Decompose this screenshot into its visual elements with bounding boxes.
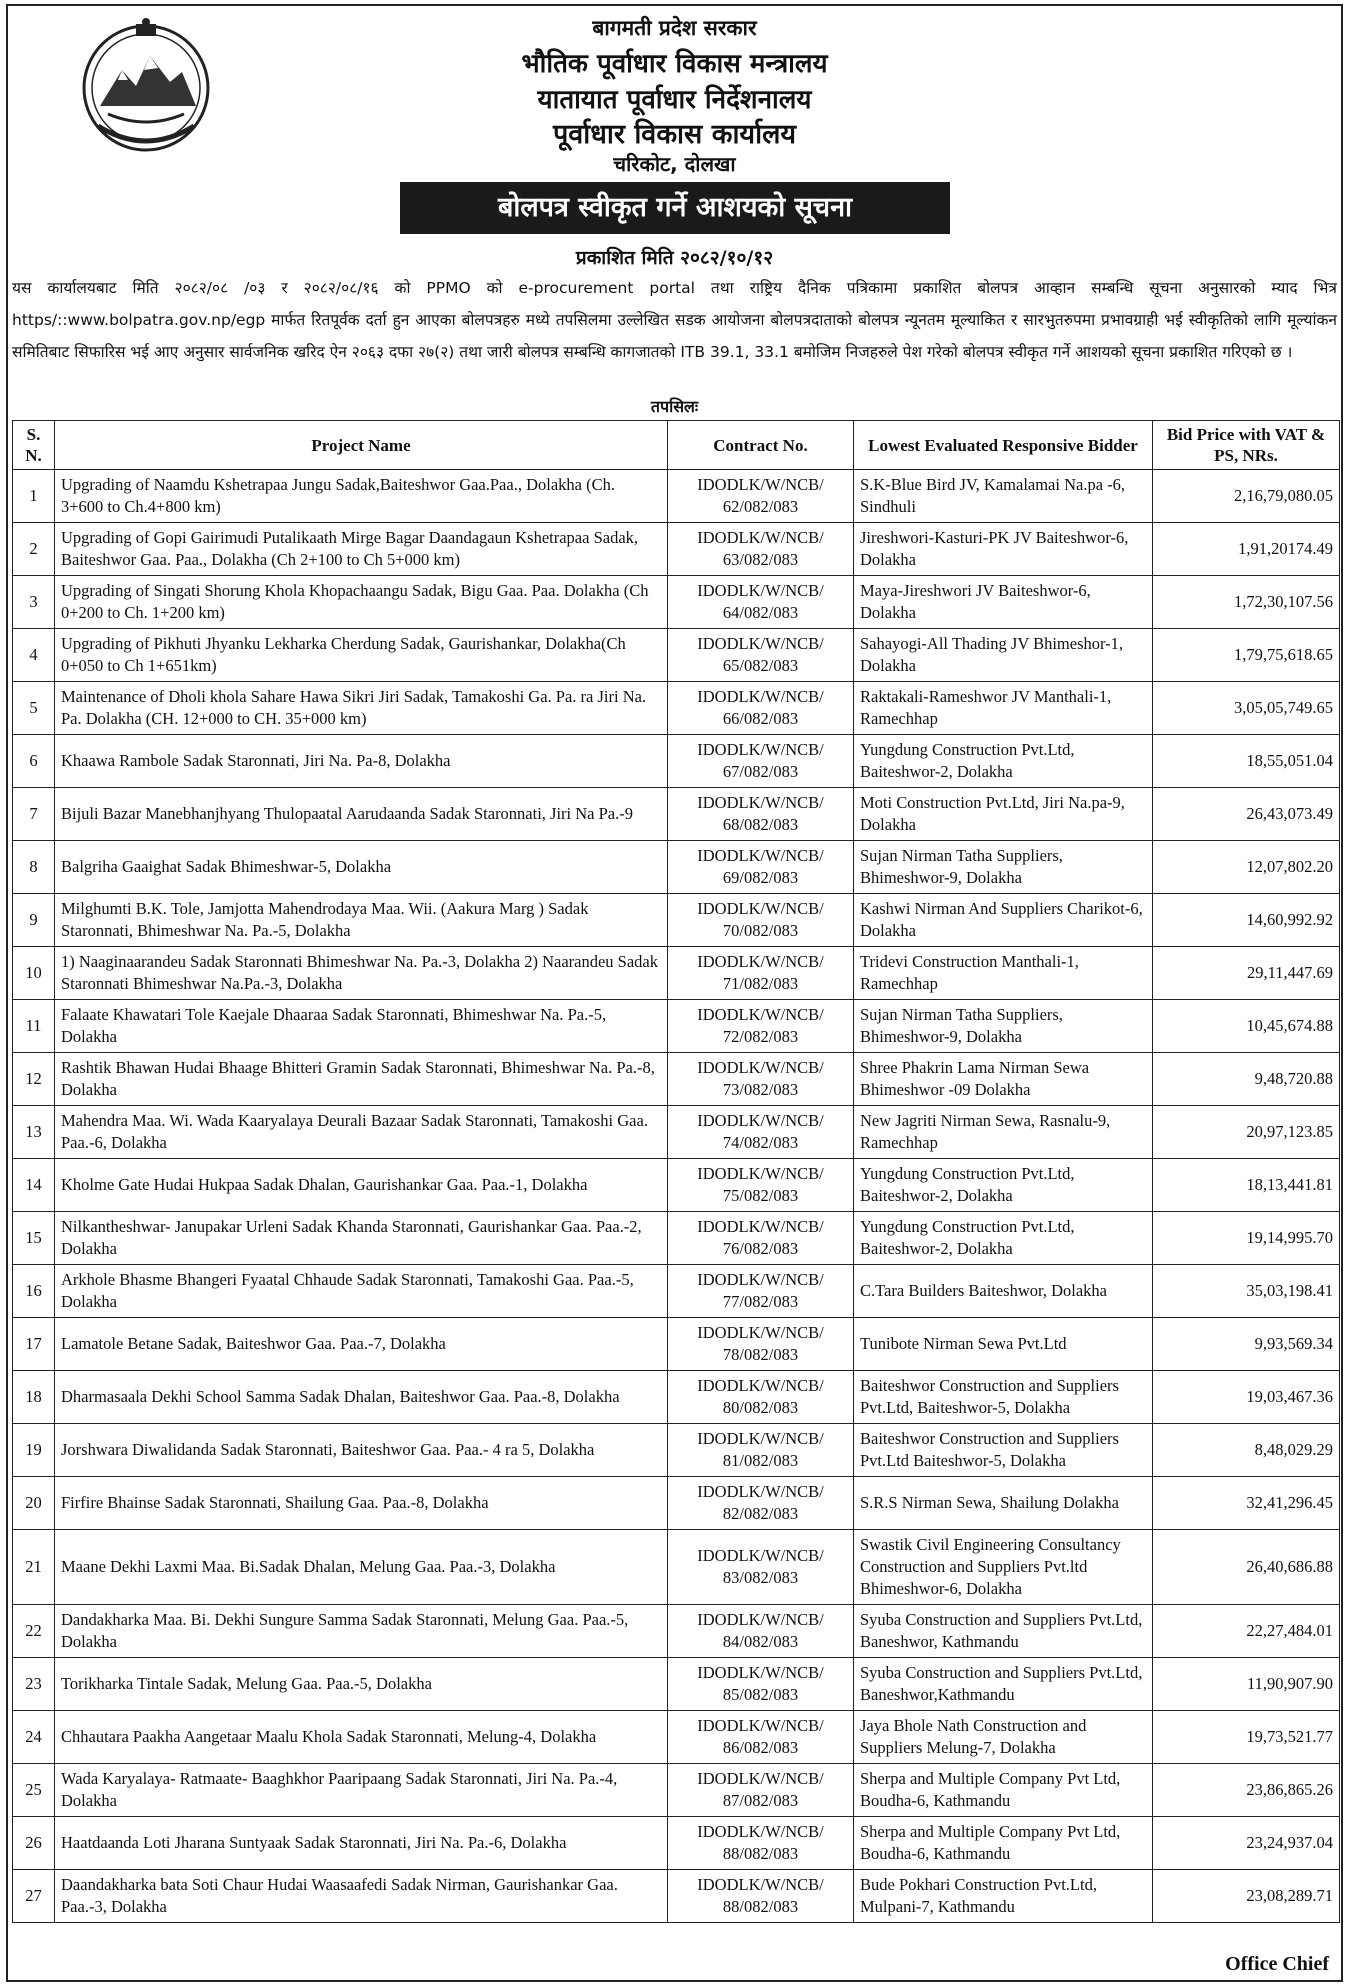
- cell-sn: 4: [13, 629, 55, 682]
- table-row: [13, 947, 1340, 1000]
- cell-contract: IDODLK/W/NCB/ 64/082/083: [668, 576, 854, 629]
- cell-project: Rashtik Bhawan Hudai Bhaage Bhitteri Gramin Sadak Staronnati, Bhimeshwar Na. Pa.-8, Dolakha: [55, 1053, 668, 1106]
- cell-project: Lamatole Betane Sadak, Baiteshwor Gaa. Paa.-7, Dolakha: [55, 1318, 668, 1371]
- cell-contract: IDODLK/W/NCB/ 85/082/083: [668, 1658, 854, 1711]
- table-row: [13, 1053, 1340, 1106]
- table-row: [13, 894, 1340, 947]
- cell-contract: IDODLK/W/NCB/ 76/082/083: [668, 1212, 854, 1265]
- cell-bidder: Bude Pokhari Construction Pvt.Ltd, Mulpani-7, Kathmandu: [854, 1870, 1153, 1923]
- cell-bidder: Shree Phakrin Lama Nirman Sewa Bhimeshwor -09 Dolakha: [854, 1053, 1153, 1106]
- cell-bidder: Kashwi Nirman And Suppliers Charikot-6, Dolakha: [854, 894, 1153, 947]
- cell-contract: IDODLK/W/NCB/ 88/082/083: [668, 1870, 854, 1923]
- cell-sn: 19: [13, 1424, 55, 1477]
- cell-project: Khaawa Rambole Sadak Staronnati, Jiri Na. Pa-8, Dolakha: [55, 735, 668, 788]
- table-row: [13, 1265, 1340, 1318]
- cell-bidder: Sherpa and Multiple Company Pvt Ltd, Boudha-6, Kathmandu: [854, 1817, 1153, 1870]
- cell-price: 2,16,79,080.05: [1153, 470, 1340, 523]
- cell-price: 20,97,123.85: [1153, 1106, 1340, 1159]
- cell-bidder: Baiteshwor Construction and Suppliers Pvt.Ltd Baiteshwor-5, Dolakha: [854, 1424, 1153, 1477]
- cell-price: 19,03,467.36: [1153, 1371, 1340, 1424]
- cell-price: 22,27,484.01: [1153, 1605, 1340, 1658]
- cell-price: 26,43,073.49: [1153, 788, 1340, 841]
- cell-bidder: Sujan Nirman Tatha Suppliers, Bhimeshwor-9, Dolakha: [854, 1000, 1153, 1053]
- cell-sn: 24: [13, 1711, 55, 1764]
- cell-sn: 7: [13, 788, 55, 841]
- cell-bidder: Tridevi Construction Manthali-1, Ramechhap: [854, 947, 1153, 1000]
- cell-bidder: Syuba Construction and Suppliers Pvt.Ltd, Baneshwor,Kathmandu: [854, 1658, 1153, 1711]
- cell-project: Daandakharka bata Soti Chaur Hudai Waasaafedi Sadak Nirman, Gaurishankar Gaa. Paa.-3, Dolakha: [55, 1870, 668, 1923]
- cell-project: Balgriha Gaaighat Sadak Bhimeshwar-5, Dolakha: [55, 841, 668, 894]
- cell-contract: IDODLK/W/NCB/ 86/082/083: [668, 1711, 854, 1764]
- table-row: [13, 841, 1340, 894]
- cell-price: 18,13,441.81: [1153, 1159, 1340, 1212]
- published-date: प्रकाशित मिति २०८२/१०/१२: [575, 247, 774, 269]
- cell-contract: IDODLK/W/NCB/ 68/082/083: [668, 788, 854, 841]
- cell-project: Maane Dekhi Laxmi Maa. Bi.Sadak Dhalan, Melung Gaa. Paa.-3, Dolakha: [55, 1530, 668, 1605]
- cell-sn: 8: [13, 841, 55, 894]
- cell-project: 1) Naaginaarandeu Sadak Staronnati Bhimeshwar Na. Pa.-3, Dolakha 2) Naarandeu Sadak Staronnati Bhimeshwar Na.Pa.-3, Dolakha: [55, 947, 668, 1000]
- table-row: [13, 1605, 1340, 1658]
- cell-sn: 25: [13, 1764, 55, 1817]
- table-row: [13, 1817, 1340, 1870]
- cell-contract: IDODLK/W/NCB/ 78/082/083: [668, 1318, 854, 1371]
- cell-price: 32,41,296.45: [1153, 1477, 1340, 1530]
- table-row: [13, 470, 1340, 523]
- cell-price: 23,24,937.04: [1153, 1817, 1340, 1870]
- cell-bidder: Swastik Civil Engineering Consultancy Construction and Suppliers Pvt.ltd Bhimeshwor-6, Dolakha: [854, 1530, 1153, 1605]
- cell-project: Dandakharka Maa. Bi. Dekhi Sungure Samma Sadak Staronnati, Melung Gaa. Paa.-5, Dolakha: [55, 1605, 668, 1658]
- cell-bidder: Tunibote Nirman Sewa Pvt.Ltd: [854, 1318, 1153, 1371]
- cell-project: Dharmasaala Dekhi School Samma Sadak Dhalan, Baiteshwor Gaa. Paa.-8, Dolakha: [55, 1371, 668, 1424]
- col-header-sn: S. N.: [13, 421, 55, 470]
- cell-project: Torikharka Tintale Sadak, Melung Gaa. Paa.-5, Dolakha: [55, 1658, 668, 1711]
- cell-sn: 9: [13, 894, 55, 947]
- cell-project: Maintenance of Dholi khola Sahare Hawa Sikri Jiri Sadak, Tamakoshi Ga. Pa. ra Jiri Na. Pa. Dolakha (CH. 12+000 to CH. 35+000 km): [55, 682, 668, 735]
- table-row: [13, 1764, 1340, 1817]
- cell-price: 26,40,686.88: [1153, 1530, 1340, 1605]
- cell-price: 19,14,995.70: [1153, 1212, 1340, 1265]
- cell-project: Bijuli Bazar Manebhanjhyang Thulopaatal Aarudaanda Sadak Staronnati, Jiri Na Pa.-9: [55, 788, 668, 841]
- table-row: [13, 1159, 1340, 1212]
- cell-price: 8,48,029.29: [1153, 1424, 1340, 1477]
- cell-contract: IDODLK/W/NCB/ 82/082/083: [668, 1477, 854, 1530]
- cell-contract: IDODLK/W/NCB/ 70/082/083: [668, 894, 854, 947]
- col-header-contract: Contract No.: [668, 421, 854, 470]
- cell-bidder: Raktakali-Rameshwor JV Manthali-1, Ramechhap: [854, 682, 1153, 735]
- cell-contract: IDODLK/W/NCB/ 62/082/083: [668, 470, 854, 523]
- cell-contract: IDODLK/W/NCB/ 88/082/083: [668, 1817, 854, 1870]
- cell-bidder: Yungdung Construction Pvt.Ltd, Baiteshwor-2, Dolakha: [854, 735, 1153, 788]
- table-row: [13, 1106, 1340, 1159]
- cell-project: Upgrading of Pikhuti Jhyanku Lekharka Cherdung Sadak, Gaurishankar, Dolakha(Ch 0+050 to Ch 1+651km): [55, 629, 668, 682]
- cell-sn: 16: [13, 1265, 55, 1318]
- table-row: [13, 1318, 1340, 1371]
- cell-price: 9,48,720.88: [1153, 1053, 1340, 1106]
- signatory-title: Office Chief: [1225, 1953, 1329, 1975]
- cell-bidder: Sujan Nirman Tatha Suppliers, Bhimeshwor-9, Dolakha: [854, 841, 1153, 894]
- ministry-heading: भौतिक पूर्वाधार विकास मन्त्रालय: [521, 49, 828, 79]
- cell-contract: IDODLK/W/NCB/ 81/082/083: [668, 1424, 854, 1477]
- cell-contract: IDODLK/W/NCB/ 73/082/083: [668, 1053, 854, 1106]
- cell-bidder: Sherpa and Multiple Company Pvt Ltd, Boudha-6, Kathmandu: [854, 1764, 1153, 1817]
- cell-project: Firfire Bhainse Sadak Staronnati, Shailung Gaa. Paa.-8, Dolakha: [55, 1477, 668, 1530]
- cell-price: 23,86,865.26: [1153, 1764, 1340, 1817]
- cell-contract: IDODLK/W/NCB/ 84/082/083: [668, 1605, 854, 1658]
- cell-sn: 26: [13, 1817, 55, 1870]
- cell-price: 12,07,802.20: [1153, 841, 1340, 894]
- cell-sn: 21: [13, 1530, 55, 1605]
- cell-project: Mahendra Maa. Wi. Wada Kaaryalaya Deurali Bazaar Sadak Staronnati, Tamakoshi Gaa. Paa.-6, Dolakha: [55, 1106, 668, 1159]
- cell-sn: 22: [13, 1605, 55, 1658]
- cell-price: 1,72,30,107.56: [1153, 576, 1340, 629]
- cell-price: 1,91,20174.49: [1153, 523, 1340, 576]
- cell-bidder: Yungdung Construction Pvt.Ltd, Baiteshwor-2, Dolakha: [854, 1159, 1153, 1212]
- cell-sn: 27: [13, 1870, 55, 1923]
- table-row: [13, 1424, 1340, 1477]
- cell-bidder: S.R.S Nirman Sewa, Shailung Dolakha: [854, 1477, 1153, 1530]
- cell-price: 29,11,447.69: [1153, 947, 1340, 1000]
- cell-bidder: New Jagriti Nirman Sewa, Rasnalu-9, Ramechhap: [854, 1106, 1153, 1159]
- notice-title-banner: बोलपत्र स्वीकृत गर्ने आशयको सूचना: [400, 182, 950, 234]
- table-row: [13, 1658, 1340, 1711]
- cell-price: 1,79,75,618.65: [1153, 629, 1340, 682]
- cell-price: 19,73,521.77: [1153, 1711, 1340, 1764]
- cell-contract: IDODLK/W/NCB/ 63/082/083: [668, 523, 854, 576]
- table-row: [13, 576, 1340, 629]
- cell-price: 10,45,674.88: [1153, 1000, 1340, 1053]
- table-row: [13, 1530, 1340, 1605]
- cell-sn: 10: [13, 947, 55, 1000]
- cell-project: Wada Karyalaya- Ratmaate- Baaghkhor Paaripaang Sadak Staronnati, Jiri Na. Pa.-4, Dolakha: [55, 1764, 668, 1817]
- cell-bidder: Jireshwori-Kasturi-PK JV Baiteshwor-6, Dolakha: [854, 523, 1153, 576]
- col-header-price: Bid Price with VAT & PS, NRs.: [1153, 421, 1340, 470]
- cell-project: Jorshwara Diwalidanda Sadak Staronnati, Baiteshwor Gaa. Paa.- 4 ra 5, Dolakha: [55, 1424, 668, 1477]
- bid-results-table: [12, 420, 1340, 1923]
- table-row: [13, 1711, 1340, 1764]
- cell-project: Nilkantheshwar- Janupakar Urleni Sadak Khanda Staronnati, Gaurishankar Gaa. Paa.-2, Dolakha: [55, 1212, 668, 1265]
- col-header-project: Project Name: [55, 421, 668, 470]
- cell-price: 3,05,05,749.65: [1153, 682, 1340, 735]
- table-row: [13, 1212, 1340, 1265]
- cell-bidder: Maya-Jireshwori JV Baiteshwor-6, Dolakha: [854, 576, 1153, 629]
- table-row: [13, 682, 1340, 735]
- cell-contract: IDODLK/W/NCB/ 65/082/083: [668, 629, 854, 682]
- table-row: [13, 788, 1340, 841]
- cell-sn: 6: [13, 735, 55, 788]
- notice-page: [6, 4, 1343, 1982]
- table-row: [13, 1371, 1340, 1424]
- cell-project: Upgrading of Gopi Gairimudi Putalikaath Mirge Bagar Daandagaun Kshetrapaa Sadak, Baiteshwor Gaa. Paa., Dolakha (Ch 2+100 to Ch 5+000 km): [55, 523, 668, 576]
- cell-sn: 18: [13, 1371, 55, 1424]
- table-row: [13, 523, 1340, 576]
- cell-sn: 5: [13, 682, 55, 735]
- cell-bidder: Yungdung Construction Pvt.Ltd, Baiteshwor-2, Dolakha: [854, 1212, 1153, 1265]
- cell-sn: 23: [13, 1658, 55, 1711]
- cell-sn: 17: [13, 1318, 55, 1371]
- col-header-bidder: Lowest Evaluated Responsive Bidder: [854, 421, 1153, 470]
- table-row: [13, 1000, 1340, 1053]
- cell-project: Upgrading of Singati Shorung Khola Khopachaangu Sadak, Bigu Gaa. Paa. Dolakha (Ch 0+200 to Ch. 1+200 km): [55, 576, 668, 629]
- cell-contract: IDODLK/W/NCB/ 66/082/083: [668, 682, 854, 735]
- cell-contract: IDODLK/W/NCB/ 67/082/083: [668, 735, 854, 788]
- cell-price: 11,90,907.90: [1153, 1658, 1340, 1711]
- cell-project: Kholme Gate Hudai Hukpaa Sadak Dhalan, Gaurishankar Gaa. Paa.-1, Dolakha: [55, 1159, 668, 1212]
- table-row: [13, 735, 1340, 788]
- cell-sn: 14: [13, 1159, 55, 1212]
- cell-bidder: S.K-Blue Bird JV, Kamalamai Na.pa -6, Sindhuli: [854, 470, 1153, 523]
- office-heading: पूर्वाधार विकास कार्यालय: [552, 119, 797, 150]
- office-location: चरिकोट, दोलखा: [613, 152, 736, 176]
- cell-contract: IDODLK/W/NCB/ 69/082/083: [668, 841, 854, 894]
- cell-sn: 12: [13, 1053, 55, 1106]
- cell-project: Haatdaanda Loti Jharana Suntyaak Sadak Staronnati, Jiri Na. Pa.-6, Dolakha: [55, 1817, 668, 1870]
- cell-contract: IDODLK/W/NCB/ 75/082/083: [668, 1159, 854, 1212]
- cell-price: 18,55,051.04: [1153, 735, 1340, 788]
- cell-contract: IDODLK/W/NCB/ 77/082/083: [668, 1265, 854, 1318]
- cell-bidder: Syuba Construction and Suppliers Pvt.Ltd, Baneshwor, Kathmandu: [854, 1605, 1153, 1658]
- table-row: [13, 629, 1340, 682]
- cell-bidder: Baiteshwor Construction and Suppliers Pvt.Ltd, Baiteshwor-5, Dolakha: [854, 1371, 1153, 1424]
- notice-intro-paragraph: यस कार्यालयबाट मिति २०८२/०८ /०३ र २०८२/०८/१६ को PPMO को e-procurement portal तथा राष्ट्रिय दैनिक पत्रिकामा प्रकाशित बोलपत्र आव्हान सम्बन्धि सूचना अनुसारको म्याद भित्र https/::www.bolpatra.gov.np/egp मार्फत रितपूर्वक दर्ता हुन आएका बोलपत्रहरु मध्ये तपसिलमा उल्लेखित सडक आयोजना बोलपत्रदाताको बोलपत्र न्यूनतम मूल्याकित र सारभुतरुपमा प्रभावग्राही भई स्वीकृतिको लागि मूल्यांकन समितिबाट सिफारिस भई आए अनुसार सार्वजनिक खरिद ऐन २०६३ दफा २७(२) तथा जारी बोलपत्र सम्बन्धि कागजातको ITB 39.1, 33.1 बमोजिम निजहरुले पेश गरेको बोलपत्र स्वीकृत गर्ने आशयको सूचना प्रकाशित गरिएको छ ।: [12, 279, 1337, 361]
- cell-sn: 20: [13, 1477, 55, 1530]
- cell-sn: 1: [13, 470, 55, 523]
- cell-sn: 3: [13, 576, 55, 629]
- table-body: [13, 470, 1340, 1923]
- cell-price: 9,93,569.34: [1153, 1318, 1340, 1371]
- cell-price: 14,60,992.92: [1153, 894, 1340, 947]
- details-label: तपसिलः: [650, 397, 699, 416]
- cell-project: Upgrading of Naamdu Kshetrapaa Jungu Sadak,Baiteshwor Gaa.Paa., Dolakha (Ch. 3+600 to Ch.4+800 km): [55, 470, 668, 523]
- cell-sn: 2: [13, 523, 55, 576]
- cell-contract: IDODLK/W/NCB/ 87/082/083: [668, 1764, 854, 1817]
- directorate-heading: यातायात पूर्वाधार निर्देशनालय: [537, 85, 812, 115]
- cell-bidder: Jaya Bhole Nath Construction and Suppliers Melung-7, Dolakha: [854, 1711, 1153, 1764]
- cell-project: Arkhole Bhasme Bhangeri Fyaatal Chhaude Sadak Staronnati, Tamakoshi Gaa. Paa.-5, Dolakha: [55, 1265, 668, 1318]
- cell-contract: IDODLK/W/NCB/ 71/082/083: [668, 947, 854, 1000]
- cell-bidder: C.Tara Builders Baiteshwor, Dolakha: [854, 1265, 1153, 1318]
- cell-sn: 13: [13, 1106, 55, 1159]
- cell-sn: 11: [13, 1000, 55, 1053]
- cell-project: Falaate Khawatari Tole Kaejale Dhaaraa Sadak Staronnati, Bhimeshwar Na. Pa.-5, Dolakha: [55, 1000, 668, 1053]
- province-heading: बागमती प्रदेश सरकार: [592, 16, 757, 40]
- cell-bidder: Sahayogi-All Thading JV Bhimeshor-1, Dolakha: [854, 629, 1153, 682]
- cell-sn: 15: [13, 1212, 55, 1265]
- cell-contract: IDODLK/W/NCB/ 83/082/083: [668, 1530, 854, 1605]
- cell-bidder: Moti Construction Pvt.Ltd, Jiri Na.pa-9, Dolakha: [854, 788, 1153, 841]
- cell-contract: IDODLK/W/NCB/ 72/082/083: [668, 1000, 854, 1053]
- cell-project: Chhautara Paakha Aangetaar Maalu Khola Sadak Staronnati, Melung-4, Dolakha: [55, 1711, 668, 1764]
- cell-price: 35,03,198.41: [1153, 1265, 1340, 1318]
- cell-price: 23,08,289.71: [1153, 1870, 1340, 1923]
- cell-contract: IDODLK/W/NCB/ 80/082/083: [668, 1371, 854, 1424]
- table-row: [13, 1870, 1340, 1923]
- cell-contract: IDODLK/W/NCB/ 74/082/083: [668, 1106, 854, 1159]
- table-header-row: [13, 421, 1340, 470]
- table-row: [13, 1477, 1340, 1530]
- cell-project: Milghumti B.K. Tole, Jamjotta Mahendrodaya Maa. Wii. (Aakura Marg ) Sadak Staronnati, Bhimeshwar Na. Pa.-5, Dolakha: [55, 894, 668, 947]
